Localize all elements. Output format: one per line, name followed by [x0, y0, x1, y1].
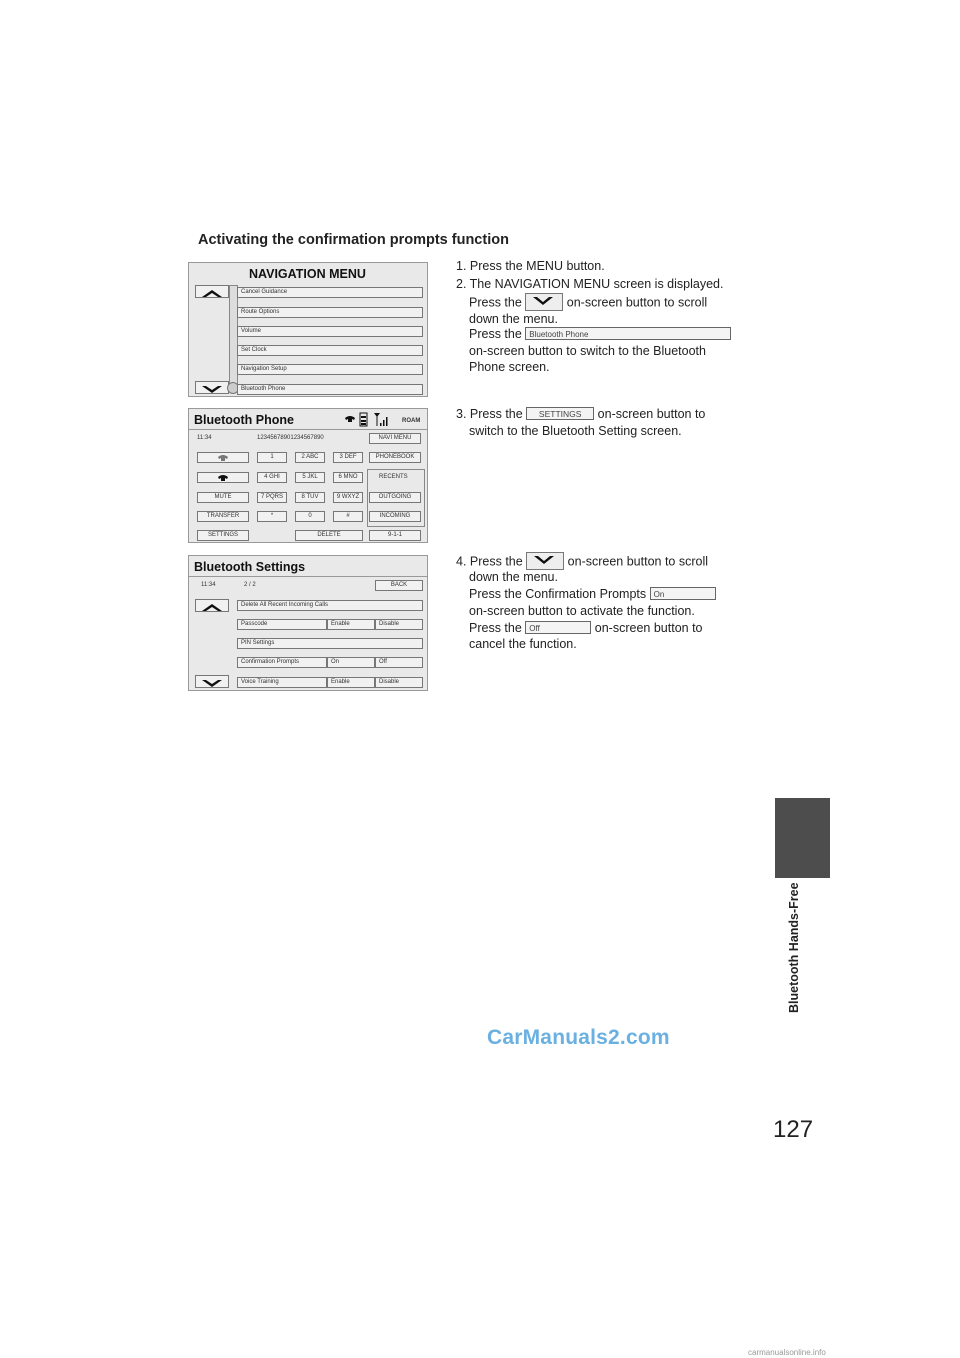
key-8[interactable]: 8 TUV [295, 492, 325, 503]
bt-settings-title: Bluetooth Settings [194, 560, 306, 574]
menu-item-navigation-setup[interactable]: Navigation Setup [237, 364, 423, 375]
chevron-up-icon [196, 288, 228, 299]
section-heading: Activating the confirmation prompts function [198, 232, 509, 248]
signal-icon [373, 412, 389, 427]
chapter-label [787, 858, 801, 1018]
step-4b-cont: cancel the function. [469, 637, 577, 651]
passcode-enable-button[interactable]: Enable [327, 619, 375, 630]
inline-bluetooth-phone-button: Bluetooth Phone [525, 327, 731, 340]
emergency-button[interactable]: 9-1-1 [369, 530, 421, 541]
settings-scroll-down-button[interactable] [195, 675, 229, 688]
nav-menu-title: NAVIGATION MENU [249, 267, 366, 281]
page-number: 127 [773, 1116, 814, 1143]
phonebook-button[interactable]: PHONEBOOK [369, 452, 421, 463]
transfer-button[interactable]: TRANSFER [197, 511, 249, 522]
settings-scroll-up-button[interactable] [195, 599, 229, 612]
step-2: 2. The NAVIGATION MENU screen is displayed. [456, 277, 724, 291]
step-2b [469, 326, 759, 343]
bluetooth-settings-screen [188, 555, 428, 691]
menu-item-set-clock[interactable]: Set Clock [237, 345, 423, 356]
menu-item-volume[interactable]: Volume [237, 326, 423, 337]
scroll-down-button[interactable] [195, 381, 229, 394]
key-7[interactable]: 7 PQRS [257, 492, 287, 503]
page-indicator: 2 / 2 [244, 582, 256, 588]
passcode-disable-button[interactable]: Disable [375, 619, 423, 630]
watermark: CarManuals2.com [487, 1026, 670, 1049]
bluetooth-phone-screen [188, 408, 428, 543]
voice-training-label: Voice Training [237, 677, 327, 688]
confirmation-off-button[interactable]: Off [375, 657, 423, 668]
incoming-button[interactable]: INCOMING [369, 511, 421, 522]
inline-scroll-down-button [525, 293, 563, 311]
step-4-post: on-screen button to scroll [567, 554, 709, 569]
key-5[interactable]: 5 JKL [295, 472, 325, 483]
menu-item-cancel-guidance[interactable]: Cancel Guidance [237, 287, 423, 298]
chapter-tab [775, 798, 830, 878]
delete-button[interactable]: DELETE [295, 530, 363, 541]
inline-settings-button: SETTINGS [526, 407, 594, 420]
key-4[interactable]: 4 GHI [257, 472, 287, 483]
step-3-pre: 3. Press the [456, 407, 523, 421]
chevron-down-icon [526, 294, 560, 308]
step-2a-cont: down the menu. [469, 312, 558, 326]
back-button[interactable]: BACK [375, 580, 423, 591]
clock: 11:34 [197, 435, 212, 441]
step-2b-pre: Press the [469, 327, 522, 341]
step-2a [469, 294, 769, 312]
key-star[interactable]: * [257, 511, 287, 522]
hangup-button[interactable] [197, 472, 249, 483]
inline-off-button: Off [525, 621, 591, 634]
key-0[interactable]: 0 [295, 511, 325, 522]
menu-item-bluetooth-phone[interactable]: Bluetooth Phone [237, 384, 423, 395]
phone-status-icon [343, 413, 357, 427]
bt-phone-title: Bluetooth Phone [194, 413, 294, 427]
recents-label: RECENTS [379, 474, 408, 480]
chevron-down-icon [196, 384, 228, 395]
step-4a [469, 586, 759, 603]
step-3 [456, 406, 756, 423]
voice-disable-button[interactable]: Disable [375, 677, 423, 688]
key-6[interactable]: 6 MNO [333, 472, 363, 483]
step-4b-post: on-screen button to [594, 621, 703, 635]
chapter-label-text: Bluetooth Hands-Free [787, 882, 801, 1013]
settings-clock: 11:34 [201, 582, 216, 588]
step-1: 1. Press the MENU button. [456, 259, 605, 273]
settings-button[interactable]: SETTINGS [197, 530, 249, 541]
key-9[interactable]: 9 WXYZ [333, 492, 363, 503]
step-4a-cont: on-screen button to activate the function. [469, 604, 695, 618]
hangup-phone-icon [216, 473, 230, 482]
bt-phone-divider [189, 429, 427, 430]
key-hash[interactable]: # [333, 511, 363, 522]
inline-on-button: On [650, 587, 716, 600]
chevron-down-icon [527, 553, 561, 567]
step-2a-pre: Press the [469, 295, 522, 310]
dial-phone-icon [216, 453, 230, 462]
step-4-cont: down the menu. [469, 570, 558, 584]
key-2[interactable]: 2 ABC [295, 452, 325, 463]
passcode-label: Passcode [237, 619, 327, 630]
step-2a-post: on-screen button to scroll [566, 295, 708, 310]
outgoing-button[interactable]: OUTGOING [369, 492, 421, 503]
confirmation-prompts-label: Confirmation Prompts [237, 657, 327, 668]
step-4-pre: 4. Press the [456, 554, 523, 569]
dial-button[interactable] [197, 452, 249, 463]
chevron-down-icon [196, 678, 228, 689]
key-3[interactable]: 3 DEF [333, 452, 363, 463]
roam-indicator: ROAM [402, 418, 421, 424]
delete-all-incoming-button[interactable]: Delete All Recent Incoming Calls [237, 600, 423, 611]
footer-watermark: carmanualsonline.info [748, 1348, 826, 1357]
step-3-cont: switch to the Bluetooth Setting screen. [469, 424, 682, 438]
step-4b-pre: Press the [469, 621, 522, 635]
step-2b-post: on-screen button to switch to the Bluetooth [469, 344, 706, 358]
voice-enable-button[interactable]: Enable [327, 677, 375, 688]
menu-item-route-options[interactable]: Route Options [237, 307, 423, 318]
inline-scroll-down-button-2 [526, 552, 564, 570]
chevron-up-icon [196, 602, 228, 613]
mute-button[interactable]: MUTE [197, 492, 249, 503]
step-3-post: on-screen button to [597, 407, 706, 421]
scroll-up-button[interactable] [195, 285, 229, 298]
navigation-menu-screen [188, 262, 428, 397]
bt-settings-divider [189, 576, 427, 577]
navi-menu-button[interactable]: NAVI MENU [369, 433, 421, 444]
step-4b [469, 620, 769, 637]
pin-settings-button[interactable]: PIN Settings [237, 638, 423, 649]
step-4a-text: Press the Confirmation Prompts [469, 587, 647, 601]
battery-icon [359, 412, 368, 427]
key-1[interactable]: 1 [257, 452, 287, 463]
step-2b-cont: Phone screen. [469, 360, 550, 374]
dialed-number: 12345678901234567890 [257, 435, 324, 441]
confirmation-on-button[interactable]: On [327, 657, 375, 668]
